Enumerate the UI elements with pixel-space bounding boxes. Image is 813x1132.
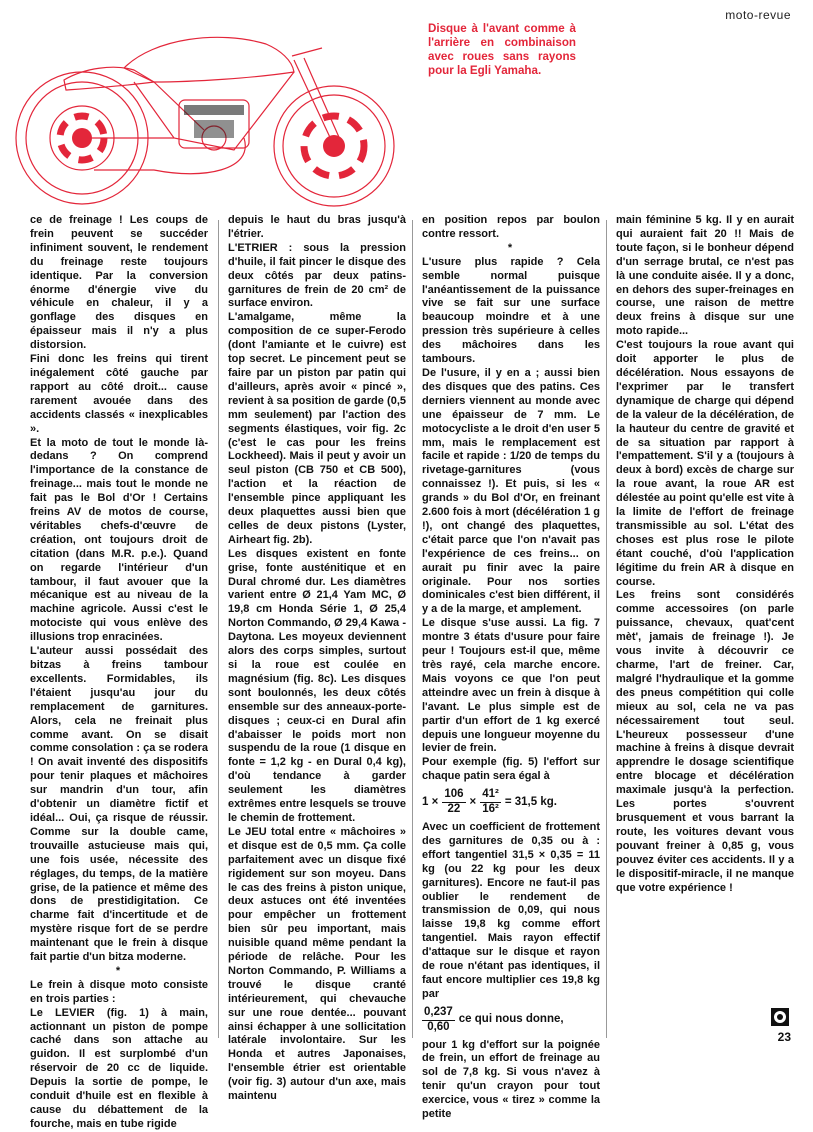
paragraph: main féminine 5 kg. Il y en aurait qui auraient fait 20 !! Mais de toute façon, si le bonheur dépend d'un serrage brutal, ce n'est pas là une conduite aisée. Il y a donc, en dehors des super-freinages en course, une raison de mettre deux freins à disque sur une moto rapide...: [616, 214, 794, 338]
fraction: [422, 1006, 455, 1035]
section-separator: *: [507, 241, 515, 254]
formula: [422, 1006, 600, 1035]
paragraph: Les disques existent en fonte grise, fonte austénitique et en Dural chromé dur. Les diamètres varient entre Ø 21,4 Yam MC, Ø 19,8 cm Honda Série 1, Ø 25,4 Norton Commando, Ø 29,4 Kawa - Daytona. Les moyeux deviennent alors des corps simples, surtout si la roue est coulée en magnésium (fig. 8c). Les disques sont boulonnés, les deux côtés ensemble sur des anneaux-porte-disques ; ceux-ci en Dural afin d'abaisser le poids mort non suspendu de la roue (1 disque en fonte = 1,2 kg - en Dural 0,4 kg), d'où tendance à garder seulement les diamètres extrêmes entre lesquels se trouve le chemin de frottement.: [228, 547, 406, 824]
paragraph: L'auteur aussi possédait des bitzas à freins tambour excellents. Formidables, ils l'étaient jusqu'au jour du remplacement de garnitures. Alors, cela ne freinait plus comme avant. On se disait comme consolation : ça se rodera ! On avait inventé des dispositifs pour tenir plaques et mâchoires sur mandrin d'un tour, afin d'obtenir un diamètre fictif et idéal... Oui, ça risque de réussir. Comme sur la double came, trouvaille astucieuse mais qui, une fois usée, nécessite des réglages, du temps, de la matière grise, de la patience et même des dons de prestidigitation. Ce charme fait d'incertitude et de mystère risque fort de se perdre maintenant que le frein à disque fait partie d'un bitza moderne.: [30, 645, 208, 964]
paragraph: Pour exemple (fig. 5) l'effort sur chaque patin sera égal à: [422, 756, 600, 783]
paragraph: pour 1 kg d'effort sur la poignée de frein, un effort de freinage au sol de 7,8 kg. Si vous n'avez à tenir qu'un crayon pour tout exercice, vous « tirez » comme la petite: [422, 1038, 600, 1121]
section-separator: *: [115, 964, 123, 977]
paragraph: L'usure plus rapide ? Cela semble normal puisque l'anéantissement de la puissance vive se fait sur une surface beaucoup moindre et à une pression très supérieure à celles des mâchoires dans les tambours.: [422, 255, 600, 366]
fraction-denominator: 0,60: [427, 1020, 450, 1033]
paragraph: L'ETRIER : sous la pression d'huile, il fait pincer le disque des deux côtés par deux patins-garnitures de frein de 20 cm² de surface environ.: [228, 241, 406, 310]
formula-result: = 31,5 kg.: [504, 795, 557, 808]
paragraph: De l'usure, il y en a ; aussi bien des disques que des patins. Ces derniers viennent au monde avec une épaisseur de 7 mm. Le motocycliste a le droit d'en user 5 mm, mais le remplacement est facile et rapide : 1/20 de temps du rivetage-garnitures (vous connaissez !). Et puis, si les « grands » du Bol d'Or, en freinant 2.600 fois à mort (décélération 1 g !), ont changé des plaquettes, c'était parce que l'on n'avait pas l'expérience de ces freins... on aurait pu finir avec la paire originale. Pour nos sorties dominicales c'est bien différent, il y a de la marge, et amplement.: [422, 366, 600, 616]
text-column-3: [422, 214, 600, 1122]
paragraph: Et la moto de tout le monde là-dedans ? On comprend l'importance de la constance de freinage... mais tout le monde ne fait pas le Bol d'Or ! Certains freins AV de motos de course, véritables chefs-d'œuvre de création, ont toujours droit de citation (dans M.R. p.e.). Quand on regarde l'intérieur d'un tambour, il faut avouer que la mécanique est au niveau de la machine agricole. Aussi c'est le motociste qui vous enlève des illusions trop enracinées.: [30, 436, 208, 644]
paragraph: Le frein à disque moto consiste en trois parties :: [30, 978, 208, 1005]
paragraph: en position repos par boulon contre ressort.: [422, 214, 600, 240]
fraction-denominator: 16²: [482, 803, 499, 816]
page-number: 23: [777, 1030, 791, 1044]
column-rule: [412, 220, 413, 1038]
formula: [422, 788, 600, 817]
column-rule: [218, 220, 219, 1038]
paragraph: Les freins sont considérés comme accessoires (on parle puissance, chevaux, quat'cent mèt', jamais de freinage !). Je vous invite à découvrir ce charme, l'art de freiner. Car, malgré l'hydraulique et la gomme des pneus compétition qui colle mieux au sol, cela ne va pas nécessairement tout seul. L'heureux possesseur d'une machine à freins à disque devrait apprendre le dosage scientifique entre blocage et décélération maximale jusqu'à la perfection. Les portes s'ouvrent brusquement et vous barrant la route, les voitures devant vous pouvant freiner à 0,85 g, vous pouvez éviter ces accidents. Il y a le dispositif-miracle, il ne manque que votre expérience !: [616, 589, 794, 894]
fraction-numerator: 41²: [480, 788, 501, 803]
column-rule: [606, 220, 607, 1038]
paragraph: Le JEU total entre « mâchoires » et disque est de 0,5 mm. Ça colle parfaitement avec un disque fixé rigidement sur son moyeu. Dans le cas des freins à piston unique, deux astuces ont été inventées pour empêcher un frottement bien sûr peu important, mais nuisible quand même pendant la période de relâche. Pour les Norton Commando, P. Williams a trouvé le disque cranté intérieurement, qui chevauche sur une roue dentée... pouvant ainsi échapper à une sollicitation latérale involontaire. Sur les Honda et autres Japonaises, l'ensemble étrier est orientable (voir fig. 3) autour d'un axe, mais maintenu: [228, 825, 406, 1103]
formula-text: ce qui nous donne,: [458, 1013, 564, 1026]
paragraph: Le LEVIER (fig. 1) à main, actionnant un piston de pompe caché dans son attache au guidon. Il est surplombé d'un réservoir de 20 cc de liquide. Depuis la sortie de pompe, le conduit d'huile est en flexible à cause du débattement de la fourche, mais en tube rigide: [30, 1006, 208, 1130]
paragraph: C'est toujours la roue avant qui doit apporter le plus de décélération. Nous essayons de l'exprimer par le transfert dynamique de charge qui dépend de la valeur de la décélération, de la hauteur du centre de gravité et de sa situation par rapport à l'empattement. S'il y a (toujours à deux à bord) excès de charge sur la roue avant, la roue AR est délestée au point qu'elle est vite à la limite de l'effort de freinage transmissible au sol. L'état des choses est plus rose le pilote étant couché, d'où l'application légitime du frein AR à disque en course.: [616, 339, 794, 588]
paragraph: L'amalgame, même la composition de ce super-Ferodo (dont l'amiante et le cuivre) est top secret. Le pincement peut se faire par un piston par patin qui d'ailleurs, après avoir « pincé », revient à sa position de garde (0,5 mm seulement) par l'action des segments élastiques, voir fig. 2c (c'est le cas pour les freins Lockheed). Mais il peut y avoir un seul piston (CB 750 et CB 500), l'action et la réaction de l'ensemble pince appliquant les deux plaquettes aussi bien que celles de deux pistons (Lyster, Airheart fig. 2b).: [228, 311, 406, 546]
paragraph: Fini donc les freins qui tirent inégalement côté gauche par rapport au côté droit... cause rarement avouée dans des accidents classés « inexplicables ».: [30, 353, 208, 435]
text-column-2: [228, 214, 406, 1104]
paragraph: Le disque s'use aussi. La fig. 7 montre 3 états d'usure pour faire peur ! Toujours est-il que, même très rayé, cela marche encore. Mais voyons ce que l'on peut atteindre avec un frein à disque à l'avant. Le plus simple est de partir d'un effort de 1 kg exercé depuis une longueur moyenne du levier de frein.: [422, 617, 600, 755]
fraction-denominator: 22: [447, 803, 461, 816]
formula-lead: 1 ×: [422, 795, 439, 808]
times-sign: ×: [469, 795, 477, 808]
fraction-numerator: 0,237: [422, 1006, 455, 1021]
fraction: [480, 788, 501, 817]
paragraph: Avec un coefficient de frottement des garnitures de 0,35 ou à : effort tangentiel 31,5 × 0,35 = 11 kg (ou 22 kg pour les deux garnitures). Encore ne faut-il pas oublier le rendement de transmission de 0,09, qui nous laisse 19,8 kg comme effort tangentiel. Mais rayon effectif d'attaque sur le disque et rayon de roue n'étant pas identiques, il faut encore multiplier ces 19,8 kg par: [422, 820, 600, 1000]
magazine-logo-icon: [771, 1008, 789, 1026]
paragraph: ce de freinage ! Les coups de frein peuvent se succéder infiniment souvent, le rendement du freinage reste toujours identique. Par la conversion énorme d'énergie vive du véhicule en chaleur, il y a gonflage des disques en épaisseur mais il n'y a plus distorsion.: [30, 214, 208, 352]
paragraph: depuis le haut du bras jusqu'à l'étrier.: [228, 214, 406, 240]
photo-caption: Disque à l'avant comme à l'arrière en combinaison avec roues sans rayons pour la Egli Yamaha.: [428, 22, 576, 77]
fraction-numerator: 106: [442, 788, 465, 803]
fraction: [442, 788, 465, 817]
text-column-1: [30, 214, 208, 1132]
text-column-4: [616, 214, 794, 895]
motorcycle-illustration: [4, 20, 414, 212]
magazine-name: moto-revue: [725, 8, 791, 22]
